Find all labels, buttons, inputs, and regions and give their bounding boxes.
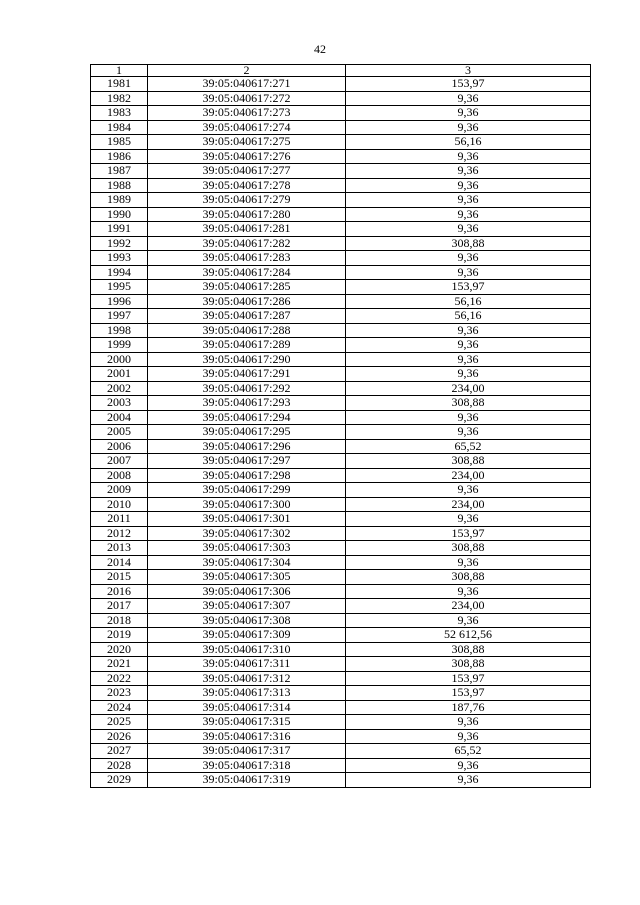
table-row <box>91 439 591 454</box>
row-number-cell: 2008 <box>91 468 148 483</box>
row-number-cell: 2013 <box>91 541 148 556</box>
cadastral-number-cell: 39:05:040617:300 <box>148 497 346 512</box>
table-row <box>91 628 591 643</box>
table-row <box>91 91 591 106</box>
row-number-cell: 1981 <box>91 77 148 92</box>
row-number-cell: 2016 <box>91 584 148 599</box>
value-cell: 9,36 <box>346 584 591 599</box>
cadastral-number-cell: 39:05:040617:284 <box>148 265 346 280</box>
cadastral-number-cell: 39:05:040617:297 <box>148 454 346 469</box>
value-cell: 65,52 <box>346 439 591 454</box>
value-cell: 308,88 <box>346 396 591 411</box>
value-cell: 153,97 <box>346 686 591 701</box>
table-row <box>91 149 591 164</box>
cadastral-number-cell: 39:05:040617:310 <box>148 642 346 657</box>
value-cell: 153,97 <box>346 77 591 92</box>
value-cell: 308,88 <box>346 570 591 585</box>
column-header-1: 1 <box>91 65 148 77</box>
value-cell: 153,97 <box>346 526 591 541</box>
row-number-cell: 2009 <box>91 483 148 498</box>
table-row <box>91 106 591 121</box>
value-cell: 9,36 <box>346 222 591 237</box>
row-number-cell: 2025 <box>91 715 148 730</box>
cadastral-number-cell: 39:05:040617:303 <box>148 541 346 556</box>
row-number-cell: 1998 <box>91 323 148 338</box>
table-row <box>91 758 591 773</box>
table-row <box>91 613 591 628</box>
row-number-cell: 2006 <box>91 439 148 454</box>
value-cell: 56,16 <box>346 294 591 309</box>
row-number-cell: 2010 <box>91 497 148 512</box>
cadastral-number-cell: 39:05:040617:314 <box>148 700 346 715</box>
value-cell: 308,88 <box>346 541 591 556</box>
table-row <box>91 454 591 469</box>
cadastral-number-cell: 39:05:040617:276 <box>148 149 346 164</box>
cadastral-number-cell: 39:05:040617:290 <box>148 352 346 367</box>
table-row <box>91 352 591 367</box>
row-number-cell: 1990 <box>91 207 148 222</box>
row-number-cell: 1985 <box>91 135 148 150</box>
cadastral-number-cell: 39:05:040617:293 <box>148 396 346 411</box>
cadastral-number-cell: 39:05:040617:285 <box>148 280 346 295</box>
value-cell: 234,00 <box>346 599 591 614</box>
row-number-cell: 2001 <box>91 367 148 382</box>
cadastral-number-cell: 39:05:040617:286 <box>148 294 346 309</box>
cadastral-number-cell: 39:05:040617:295 <box>148 425 346 440</box>
cadastral-number-cell: 39:05:040617:318 <box>148 758 346 773</box>
value-cell: 9,36 <box>346 323 591 338</box>
table-row <box>91 642 591 657</box>
row-number-cell: 2004 <box>91 410 148 425</box>
table-row <box>91 599 591 614</box>
table-row <box>91 700 591 715</box>
table-row <box>91 483 591 498</box>
value-cell: 9,36 <box>346 367 591 382</box>
cadastral-number-cell: 39:05:040617:274 <box>148 120 346 135</box>
table-body <box>91 77 591 788</box>
table-row <box>91 294 591 309</box>
cadastral-number-cell: 39:05:040617:307 <box>148 599 346 614</box>
cadastral-number-cell: 39:05:040617:317 <box>148 744 346 759</box>
row-number-cell: 1986 <box>91 149 148 164</box>
table-row <box>91 686 591 701</box>
table-row <box>91 497 591 512</box>
value-cell: 153,97 <box>346 671 591 686</box>
value-cell: 234,00 <box>346 497 591 512</box>
value-cell: 9,36 <box>346 91 591 106</box>
cadastral-number-cell: 39:05:040617:281 <box>148 222 346 237</box>
row-number-cell: 2023 <box>91 686 148 701</box>
value-cell: 9,36 <box>346 265 591 280</box>
value-cell: 9,36 <box>346 613 591 628</box>
column-header-3: 3 <box>346 65 591 77</box>
cadastral-number-cell: 39:05:040617:319 <box>148 773 346 788</box>
value-cell: 9,36 <box>346 338 591 353</box>
cadastral-number-cell: 39:05:040617:298 <box>148 468 346 483</box>
value-cell: 153,97 <box>346 280 591 295</box>
table-row <box>91 265 591 280</box>
value-cell: 9,36 <box>346 251 591 266</box>
table-row <box>91 207 591 222</box>
table-row <box>91 526 591 541</box>
row-number-cell: 1995 <box>91 280 148 295</box>
cadastral-number-cell: 39:05:040617:302 <box>148 526 346 541</box>
row-number-cell: 2002 <box>91 381 148 396</box>
row-number-cell: 1989 <box>91 193 148 208</box>
value-cell: 308,88 <box>346 642 591 657</box>
row-number-cell: 2024 <box>91 700 148 715</box>
row-number-cell: 2029 <box>91 773 148 788</box>
value-cell: 308,88 <box>346 236 591 251</box>
cadastral-number-cell: 39:05:040617:279 <box>148 193 346 208</box>
row-number-cell: 1997 <box>91 309 148 324</box>
cadastral-number-cell: 39:05:040617:277 <box>148 164 346 179</box>
row-number-cell: 1992 <box>91 236 148 251</box>
row-number-cell: 1993 <box>91 251 148 266</box>
value-cell: 9,36 <box>346 773 591 788</box>
table-row <box>91 584 591 599</box>
table-row <box>91 280 591 295</box>
cadastral-number-cell: 39:05:040617:283 <box>148 251 346 266</box>
value-cell: 56,16 <box>346 309 591 324</box>
row-number-cell: 2012 <box>91 526 148 541</box>
value-cell: 9,36 <box>346 164 591 179</box>
table-row <box>91 164 591 179</box>
cadastral-number-cell: 39:05:040617:315 <box>148 715 346 730</box>
row-number-cell: 1987 <box>91 164 148 179</box>
cadastral-number-cell: 39:05:040617:299 <box>148 483 346 498</box>
row-number-cell: 2027 <box>91 744 148 759</box>
value-cell: 65,52 <box>346 744 591 759</box>
row-number-cell: 2022 <box>91 671 148 686</box>
row-number-cell: 1994 <box>91 265 148 280</box>
cadastral-number-cell: 39:05:040617:291 <box>148 367 346 382</box>
cadastral-number-cell: 39:05:040617:308 <box>148 613 346 628</box>
value-cell: 308,88 <box>346 454 591 469</box>
table-row <box>91 744 591 759</box>
value-cell: 9,36 <box>346 193 591 208</box>
cadastral-number-cell: 39:05:040617:271 <box>148 77 346 92</box>
table-row <box>91 236 591 251</box>
row-number-cell: 2021 <box>91 657 148 672</box>
row-number-cell: 1982 <box>91 91 148 106</box>
data-table <box>90 64 591 788</box>
value-cell: 234,00 <box>346 468 591 483</box>
value-cell: 9,36 <box>346 555 591 570</box>
cadastral-number-cell: 39:05:040617:316 <box>148 729 346 744</box>
row-number-cell: 2014 <box>91 555 148 570</box>
table-row <box>91 468 591 483</box>
row-number-cell: 2000 <box>91 352 148 367</box>
table-header-row <box>91 65 591 77</box>
table-row <box>91 367 591 382</box>
row-number-cell: 2018 <box>91 613 148 628</box>
table-row <box>91 729 591 744</box>
page-number: 42 <box>314 42 326 56</box>
column-header-2: 2 <box>148 65 346 77</box>
table-row <box>91 251 591 266</box>
value-cell: 9,36 <box>346 207 591 222</box>
cadastral-number-cell: 39:05:040617:289 <box>148 338 346 353</box>
cadastral-number-cell: 39:05:040617:301 <box>148 512 346 527</box>
table-row <box>91 657 591 672</box>
row-number-cell: 2003 <box>91 396 148 411</box>
table-row <box>91 381 591 396</box>
cadastral-number-cell: 39:05:040617:311 <box>148 657 346 672</box>
table-row <box>91 323 591 338</box>
cadastral-number-cell: 39:05:040617:296 <box>148 439 346 454</box>
table-row <box>91 178 591 193</box>
table-row <box>91 555 591 570</box>
table-row <box>91 309 591 324</box>
cadastral-number-cell: 39:05:040617:287 <box>148 309 346 324</box>
table-row <box>91 135 591 150</box>
value-cell: 9,36 <box>346 178 591 193</box>
value-cell: 9,36 <box>346 410 591 425</box>
row-number-cell: 2007 <box>91 454 148 469</box>
value-cell: 9,36 <box>346 729 591 744</box>
cadastral-number-cell: 39:05:040617:309 <box>148 628 346 643</box>
value-cell: 56,16 <box>346 135 591 150</box>
row-number-cell: 2028 <box>91 758 148 773</box>
table-row <box>91 193 591 208</box>
cadastral-number-cell: 39:05:040617:305 <box>148 570 346 585</box>
table-row <box>91 410 591 425</box>
value-cell: 234,00 <box>346 381 591 396</box>
table-row <box>91 396 591 411</box>
table-row <box>91 541 591 556</box>
row-number-cell: 1991 <box>91 222 148 237</box>
value-cell: 9,36 <box>346 512 591 527</box>
value-cell: 187,76 <box>346 700 591 715</box>
cadastral-number-cell: 39:05:040617:292 <box>148 381 346 396</box>
cadastral-number-cell: 39:05:040617:282 <box>148 236 346 251</box>
row-number-cell: 1983 <box>91 106 148 121</box>
value-cell: 9,36 <box>346 352 591 367</box>
table-row <box>91 222 591 237</box>
table-row <box>91 512 591 527</box>
table-row <box>91 338 591 353</box>
cadastral-number-cell: 39:05:040617:294 <box>148 410 346 425</box>
cadastral-number-cell: 39:05:040617:313 <box>148 686 346 701</box>
value-cell: 9,36 <box>346 425 591 440</box>
table-row <box>91 715 591 730</box>
row-number-cell: 1996 <box>91 294 148 309</box>
value-cell: 308,88 <box>346 657 591 672</box>
value-cell: 9,36 <box>346 483 591 498</box>
row-number-cell: 2011 <box>91 512 148 527</box>
value-cell: 9,36 <box>346 106 591 121</box>
value-cell: 9,36 <box>346 149 591 164</box>
cadastral-number-cell: 39:05:040617:304 <box>148 555 346 570</box>
table-row <box>91 425 591 440</box>
cadastral-number-cell: 39:05:040617:275 <box>148 135 346 150</box>
table-row <box>91 570 591 585</box>
value-cell: 9,36 <box>346 120 591 135</box>
table-row <box>91 671 591 686</box>
cadastral-number-cell: 39:05:040617:278 <box>148 178 346 193</box>
row-number-cell: 1988 <box>91 178 148 193</box>
value-cell: 52 612,56 <box>346 628 591 643</box>
row-number-cell: 2015 <box>91 570 148 585</box>
table-row <box>91 120 591 135</box>
cadastral-number-cell: 39:05:040617:272 <box>148 91 346 106</box>
cadastral-number-cell: 39:05:040617:306 <box>148 584 346 599</box>
value-cell: 9,36 <box>346 715 591 730</box>
cadastral-number-cell: 39:05:040617:273 <box>148 106 346 121</box>
row-number-cell: 1984 <box>91 120 148 135</box>
row-number-cell: 2017 <box>91 599 148 614</box>
table-row <box>91 773 591 788</box>
row-number-cell: 2020 <box>91 642 148 657</box>
row-number-cell: 2026 <box>91 729 148 744</box>
cadastral-number-cell: 39:05:040617:312 <box>148 671 346 686</box>
table-row <box>91 77 591 92</box>
row-number-cell: 2005 <box>91 425 148 440</box>
row-number-cell: 2019 <box>91 628 148 643</box>
cadastral-number-cell: 39:05:040617:280 <box>148 207 346 222</box>
row-number-cell: 1999 <box>91 338 148 353</box>
value-cell: 9,36 <box>346 758 591 773</box>
cadastral-number-cell: 39:05:040617:288 <box>148 323 346 338</box>
